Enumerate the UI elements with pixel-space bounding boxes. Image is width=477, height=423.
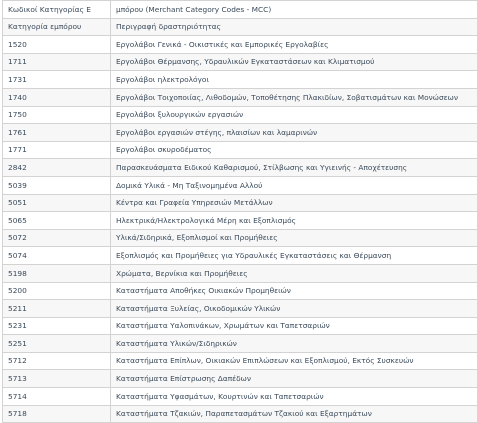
cell-code: 5200	[3, 282, 111, 300]
cell-code: 1771	[3, 141, 111, 159]
cell-description: Εργολάβοι Θέρμανσης, Υδραυλικών Εγκαταστάσεων και Κλιματισμού	[111, 53, 477, 71]
cell-code: 5211	[3, 300, 111, 318]
cell-description: Καταστήματα Υφασμάτων, Κουρτινών και Ταπετσαριών	[111, 388, 477, 406]
cell-description: Καταστήματα Ξυλείας, Οικοδομικών Υλικών	[111, 300, 477, 318]
table-row	[3, 229, 477, 247]
cell-code: 5051	[3, 194, 111, 212]
table-row	[3, 300, 477, 318]
table-row	[3, 53, 477, 71]
cell-code: 5251	[3, 335, 111, 353]
cell-description: Υλικά/Σιδηρικά, Εξοπλισμοί και Προμήθειες	[111, 229, 477, 247]
cell-description: Εργολάβοι ηλεκτρολόγοι	[111, 71, 477, 89]
table-row	[3, 1, 477, 19]
cell-description: Καταστήματα Επίπλων, Οικιακών Επιπλώσεων και Εξοπλισμού, Εκτός Συσκευών	[111, 352, 477, 370]
table-row	[3, 335, 477, 353]
cell-code: 1761	[3, 124, 111, 142]
cell-description: Εργολάβοι εργασιών στέγης, πλαισίων και λαμαρινών	[111, 124, 477, 142]
cell-description: Ηλεκτρικά/Ηλεκτρολογικά Μέρη και Εξοπλισμός	[111, 212, 477, 230]
cell-description: Δομικά Υλικά - Μη Ταξινομημένα Αλλού	[111, 176, 477, 194]
table-row	[3, 247, 477, 265]
cell-description: Καταστήματα Υαλοπινάκων, Χρωμάτων και Ταπετσαριών	[111, 317, 477, 335]
table-row	[3, 212, 477, 230]
cell-code: 5074	[3, 247, 111, 265]
cell-code: 5712	[3, 352, 111, 370]
cell-code: 5718	[3, 405, 111, 423]
table-row	[3, 18, 477, 36]
cell-description: Εργολάβοι Γενικά - Οικιστικές και Εμπορικές Εργολαβίες	[111, 36, 477, 54]
table-row	[3, 159, 477, 177]
table-row	[3, 317, 477, 335]
cell-description: Καταστήματα Υλικών/Σιδηρικών	[111, 335, 477, 353]
cell-code: 5072	[3, 229, 111, 247]
cell-code: 1711	[3, 53, 111, 71]
cell-description: Παρασκευάσματα Ειδικού Καθαρισμού, Στίλβωσης και Υγιεινής - Αποχέτευσης	[111, 159, 477, 177]
cell-code: Κατηγορία εμπόρου	[3, 18, 111, 36]
cell-description: Εργολάβοι σκυροδέματος	[111, 141, 477, 159]
table-row	[3, 282, 477, 300]
cell-description: Περιγραφή δραστηριότητας	[111, 18, 477, 36]
cell-description: Καταστήματα Αποθήκες Οικιακών Προμηθειών	[111, 282, 477, 300]
cell-code: Κωδικοί Κατηγορίας Ε	[3, 1, 111, 19]
table-row	[3, 405, 477, 423]
table-row	[3, 370, 477, 388]
table-row	[3, 388, 477, 406]
cell-code: 1740	[3, 88, 111, 106]
cell-code: 5065	[3, 212, 111, 230]
cell-description: Χρώματα, Βερνίκια και Προμήθειες	[111, 264, 477, 282]
cell-description: Κέντρα και Γραφεία Υπηρεσιών Μετάλλων	[111, 194, 477, 212]
cell-description: Καταστήματα Επίστρωσης Δαπέδων	[111, 370, 477, 388]
cell-code: 5713	[3, 370, 111, 388]
cell-description: μπόρου (Merchant Category Codes - MCC)	[111, 1, 477, 19]
cell-description: Εργολάβοι ξυλουργικών εργασιών	[111, 106, 477, 124]
table-row	[3, 352, 477, 370]
cell-code: 5714	[3, 388, 111, 406]
table-row	[3, 176, 477, 194]
mcc-table	[2, 0, 477, 423]
table-row	[3, 124, 477, 142]
table-row	[3, 264, 477, 282]
mcc-table-body	[3, 1, 477, 423]
cell-code: 5198	[3, 264, 111, 282]
table-row	[3, 141, 477, 159]
cell-code: 5231	[3, 317, 111, 335]
cell-code: 2842	[3, 159, 111, 177]
cell-description: Εργολάβοι Τοιχοποιίας, Λιθοδομών, Τοποθέτησης Πλακιδίων, Σοβατισμάτων και Μονώσεων	[111, 88, 477, 106]
table-row	[3, 88, 477, 106]
table-row	[3, 194, 477, 212]
cell-code: 1750	[3, 106, 111, 124]
cell-description: Εξοπλισμός και Προμήθειες για Υδραυλικές Εγκαταστάσεις και Θέρμανση	[111, 247, 477, 265]
cell-description: Καταστήματα Τζακιών, Παραπετασμάτων Τζακιού και Εξαρτημάτων	[111, 405, 477, 423]
cell-code: 1731	[3, 71, 111, 89]
cell-code: 5039	[3, 176, 111, 194]
table-row	[3, 71, 477, 89]
cell-code: 1520	[3, 36, 111, 54]
table-row	[3, 106, 477, 124]
table-row	[3, 36, 477, 54]
